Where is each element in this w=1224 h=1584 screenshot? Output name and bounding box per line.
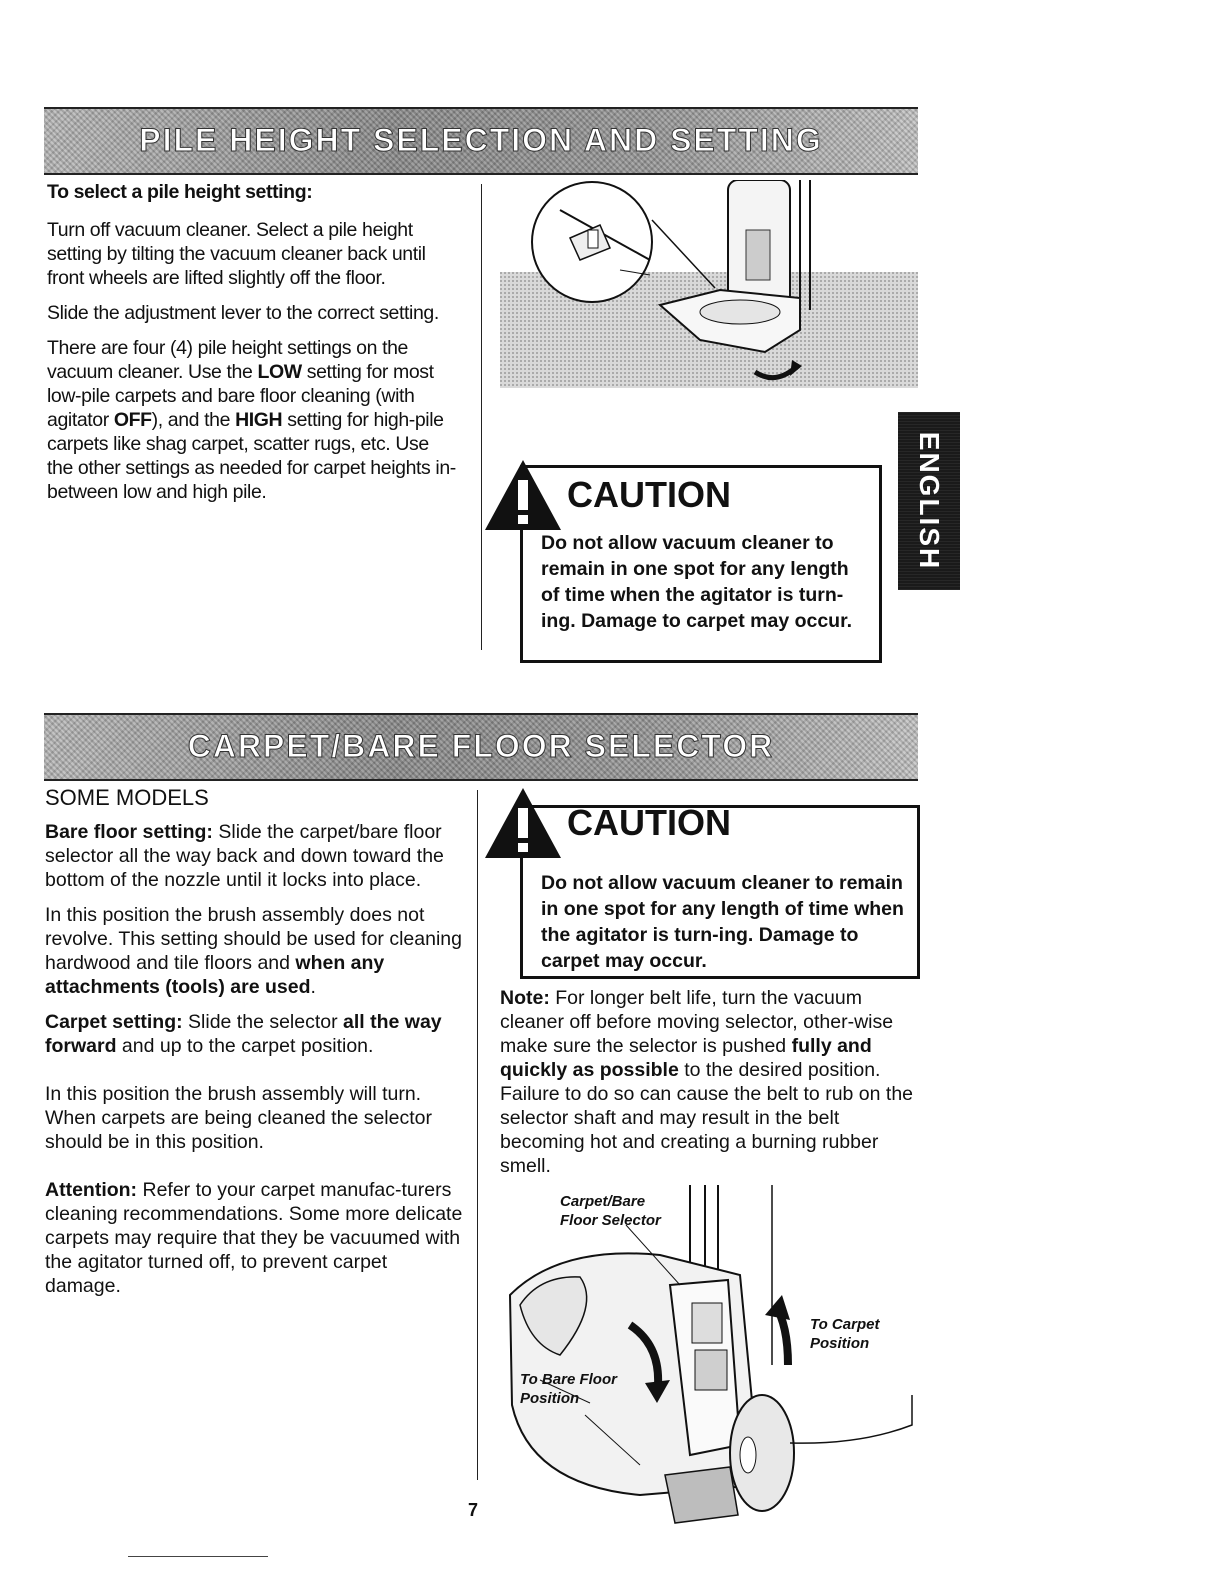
- page-number: 7: [468, 1500, 479, 1520]
- caution-header: [483, 458, 731, 532]
- language-tab-label: ENGLISH: [914, 431, 945, 571]
- warning-triangle-icon: [483, 458, 563, 532]
- column-divider: [477, 790, 478, 1480]
- paragraph: Bare floor setting: Slide the carpet/bare floor selector all the way back and down toward the bottom of the nozzle until it locks into place.: [45, 821, 444, 891]
- paragraph: Attention: Refer to your carpet manufac-turers cleaning recommendations. Some more delicate carpets may require that they be vacuumed with the agitator turned off, to prevent carpet damage.: [45, 1179, 463, 1297]
- pile-height-illustration: [500, 180, 918, 410]
- caution-title: CAUTION: [567, 474, 731, 515]
- pile-height-text-column: [47, 180, 459, 515]
- section-banner-pile-height: [44, 107, 918, 175]
- banner-title: PILE HEIGHT SELECTION AND SETTING: [139, 122, 823, 158]
- paragraph: Carpet setting: Slide the selector all the way forward and up to the carpet position.: [45, 1011, 442, 1057]
- paragraph: There are four (4) pile height settings on the vacuum cleaner. Use the LOW setting for most low-pile carpets and bare floor cleaning (with agitator OFF), and the HIGH setting for high-pile carpets like shag carpet, scatter rugs, etc. Use the other settings as needed for carpet heights in-between low and high pile.: [47, 337, 456, 503]
- warning-triangle-icon: [483, 786, 563, 860]
- callout-selector: Carpet/Bare Floor Selector: [560, 1193, 661, 1229]
- carpet-selector-text-column: [45, 786, 463, 1309]
- caution-box-2: [520, 802, 920, 979]
- paragraph: In this position the brush assembly will turn. When carpets are being cleaned the selector should be in this position.: [45, 1083, 432, 1153]
- footer-rule: [128, 1556, 268, 1557]
- column-divider: [481, 184, 482, 650]
- paragraph: In this position the brush assembly does not revolve. This setting should be used for cleaning hardwood and tile floors and when any attachments (tools) are used.: [45, 904, 462, 998]
- paragraph: Slide the adjustment lever to the correct setting.: [47, 302, 439, 324]
- callout-bare-floor: To Bare Floor Position: [520, 1371, 617, 1407]
- callout-carpet: To Carpet Position: [810, 1316, 880, 1352]
- selector-illustration: [500, 1185, 920, 1530]
- note-paragraph: Note: For longer belt life, turn the vacuum cleaner off before moving selector, other-wise make sure the selector is pushed fully and quickly as possible to the desired position. Failure to do so can cause the belt to rub on the selector shaft and may result in the belt becoming hot and creating a burning rubber smell.: [500, 987, 914, 1177]
- caution-header: [483, 786, 731, 860]
- caution-text: Do not allow vacuum cleaner to remain in one spot for any length of time when the agitator is turn-ing. Damage to carpet may occur.: [541, 872, 904, 972]
- section-heading: To select a pile height setting:: [47, 181, 313, 203]
- caution-text: Do not allow vacuum cleaner to remain in one spot for any length of time when the agitator is turn-ing. Damage to carpet may occur.: [541, 532, 853, 632]
- caution-box-1: [520, 465, 882, 663]
- section-banner-carpet-selector: [44, 713, 918, 781]
- language-tab: [898, 412, 960, 590]
- paragraph: Turn off vacuum cleaner. Select a pile height setting by tilting the vacuum cleaner back until front wheels are lifted slightly off the floor.: [47, 219, 426, 289]
- caution-title: CAUTION: [567, 802, 731, 843]
- subheading: SOME MODELS: [45, 785, 209, 810]
- banner-title: CARPET/BARE FLOOR SELECTOR: [187, 728, 775, 764]
